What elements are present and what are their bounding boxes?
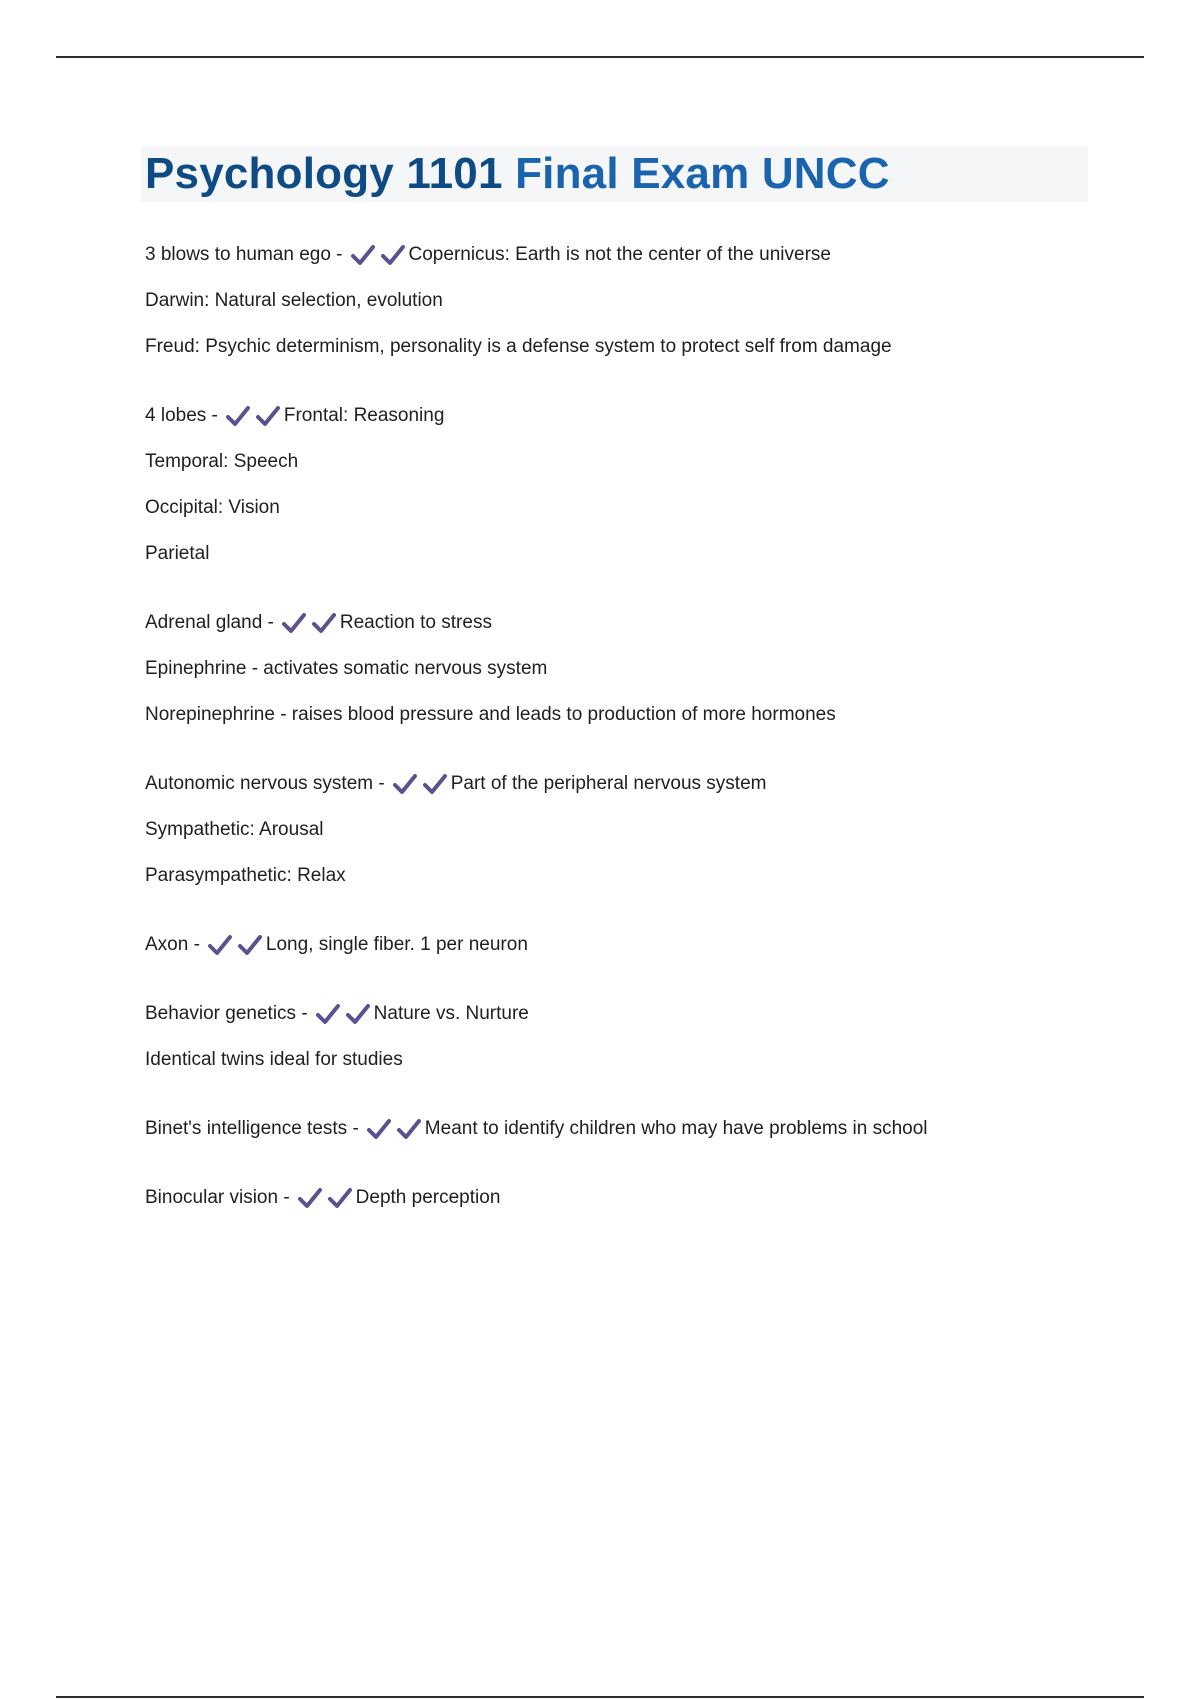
flashcard-detail-line: Parasympathetic: Relax bbox=[145, 865, 346, 886]
flashcard-answer: Reaction to stress bbox=[339, 612, 492, 633]
flashcard-question-line bbox=[145, 405, 1095, 427]
flashcard-term: Binocular vision - bbox=[145, 1187, 290, 1208]
flashcard-entry bbox=[145, 1118, 1095, 1140]
check-icon bbox=[226, 405, 250, 427]
check-icon bbox=[256, 405, 280, 427]
flashcard-detail-line: Sympathetic: Arousal bbox=[145, 819, 324, 840]
flashcard-question-line bbox=[145, 244, 1095, 266]
flashcard-answer: Meant to identify children who may have problems in school bbox=[424, 1118, 928, 1139]
flashcard-entry bbox=[145, 612, 1095, 726]
double-check-marks bbox=[393, 773, 447, 795]
flashcard-entry bbox=[145, 1187, 1095, 1209]
flashcard-entry bbox=[145, 1003, 1095, 1071]
flashcard-detail-line: Norepinephrine - raises blood pressure and leads to production of more hormones bbox=[145, 704, 836, 725]
flashcard-detail-line: Identical twins ideal for studies bbox=[145, 1049, 403, 1070]
check-icon bbox=[312, 612, 336, 634]
flashcard-detail-line: Temporal: Speech bbox=[145, 451, 299, 472]
flashcard-answer: Nature vs. Nurture bbox=[373, 1003, 529, 1024]
double-check-marks bbox=[208, 934, 262, 956]
flashcard-entry bbox=[145, 405, 1095, 565]
flashcard-entry bbox=[145, 934, 1095, 956]
flashcard-term: Behavior genetics - bbox=[145, 1003, 308, 1024]
flashcard-entry bbox=[145, 773, 1095, 887]
top-divider bbox=[56, 56, 1144, 58]
check-icon bbox=[423, 773, 447, 795]
flashcard-answer: Depth perception bbox=[355, 1187, 501, 1208]
check-icon bbox=[298, 1187, 322, 1209]
flashcard-answer: Long, single fiber. 1 per neuron bbox=[265, 934, 528, 955]
flashcard-answer: Copernicus: Earth is not the center of the universe bbox=[408, 244, 831, 265]
double-check-marks bbox=[351, 244, 405, 266]
flashcard-question-line bbox=[145, 612, 1095, 634]
flashcard-detail-line: Epinephrine - activates somatic nervous system bbox=[145, 658, 548, 679]
check-icon bbox=[282, 612, 306, 634]
flashcard-question-line bbox=[145, 1118, 1095, 1140]
flashcard-term: Autonomic nervous system - bbox=[145, 773, 385, 794]
title-banner bbox=[141, 146, 1088, 202]
flashcard-detail-line: Parietal bbox=[145, 543, 210, 564]
double-check-marks bbox=[298, 1187, 352, 1209]
check-icon bbox=[328, 1187, 352, 1209]
flashcard-entry bbox=[145, 244, 1095, 358]
title-part-course: Psychology 1101 bbox=[145, 149, 503, 198]
check-icon bbox=[208, 934, 232, 956]
flashcard-term: Adrenal gland - bbox=[145, 612, 274, 633]
flashcard-detail-line: Darwin: Natural selection, evolution bbox=[145, 290, 443, 311]
flashcard-term: 4 lobes - bbox=[145, 405, 218, 426]
flashcard-term: Axon - bbox=[145, 934, 200, 955]
check-icon bbox=[381, 244, 405, 266]
check-icon bbox=[397, 1118, 421, 1140]
flashcard-term: 3 blows to human ego - bbox=[145, 244, 343, 265]
flashcard-answer: Part of the peripheral nervous system bbox=[450, 773, 767, 794]
flashcard-detail-line: Occipital: Vision bbox=[145, 497, 280, 518]
check-icon bbox=[346, 1003, 370, 1025]
flashcard-detail-line: Freud: Psychic determinism, personality is a defense system to protect self from damage bbox=[145, 336, 892, 357]
double-check-marks bbox=[226, 405, 280, 427]
check-icon bbox=[351, 244, 375, 266]
double-check-marks bbox=[282, 612, 336, 634]
flashcard-question-line bbox=[145, 1187, 1095, 1209]
document-body bbox=[145, 146, 1095, 1256]
double-check-marks bbox=[316, 1003, 370, 1025]
flashcard-question-line bbox=[145, 1003, 1095, 1025]
double-check-marks bbox=[367, 1118, 421, 1140]
check-icon bbox=[393, 773, 417, 795]
flashcard-list bbox=[145, 244, 1095, 1209]
flashcard-question-line bbox=[145, 773, 1095, 795]
check-icon bbox=[367, 1118, 391, 1140]
check-icon bbox=[238, 934, 262, 956]
title-part-exam: Final Exam UNCC bbox=[515, 149, 890, 198]
check-icon bbox=[316, 1003, 340, 1025]
flashcard-answer: Frontal: Reasoning bbox=[283, 405, 445, 426]
flashcard-term: Binet's intelligence tests - bbox=[145, 1118, 359, 1139]
flashcard-question-line bbox=[145, 934, 1095, 956]
bottom-divider bbox=[56, 1696, 1144, 1698]
page-title bbox=[145, 146, 890, 202]
